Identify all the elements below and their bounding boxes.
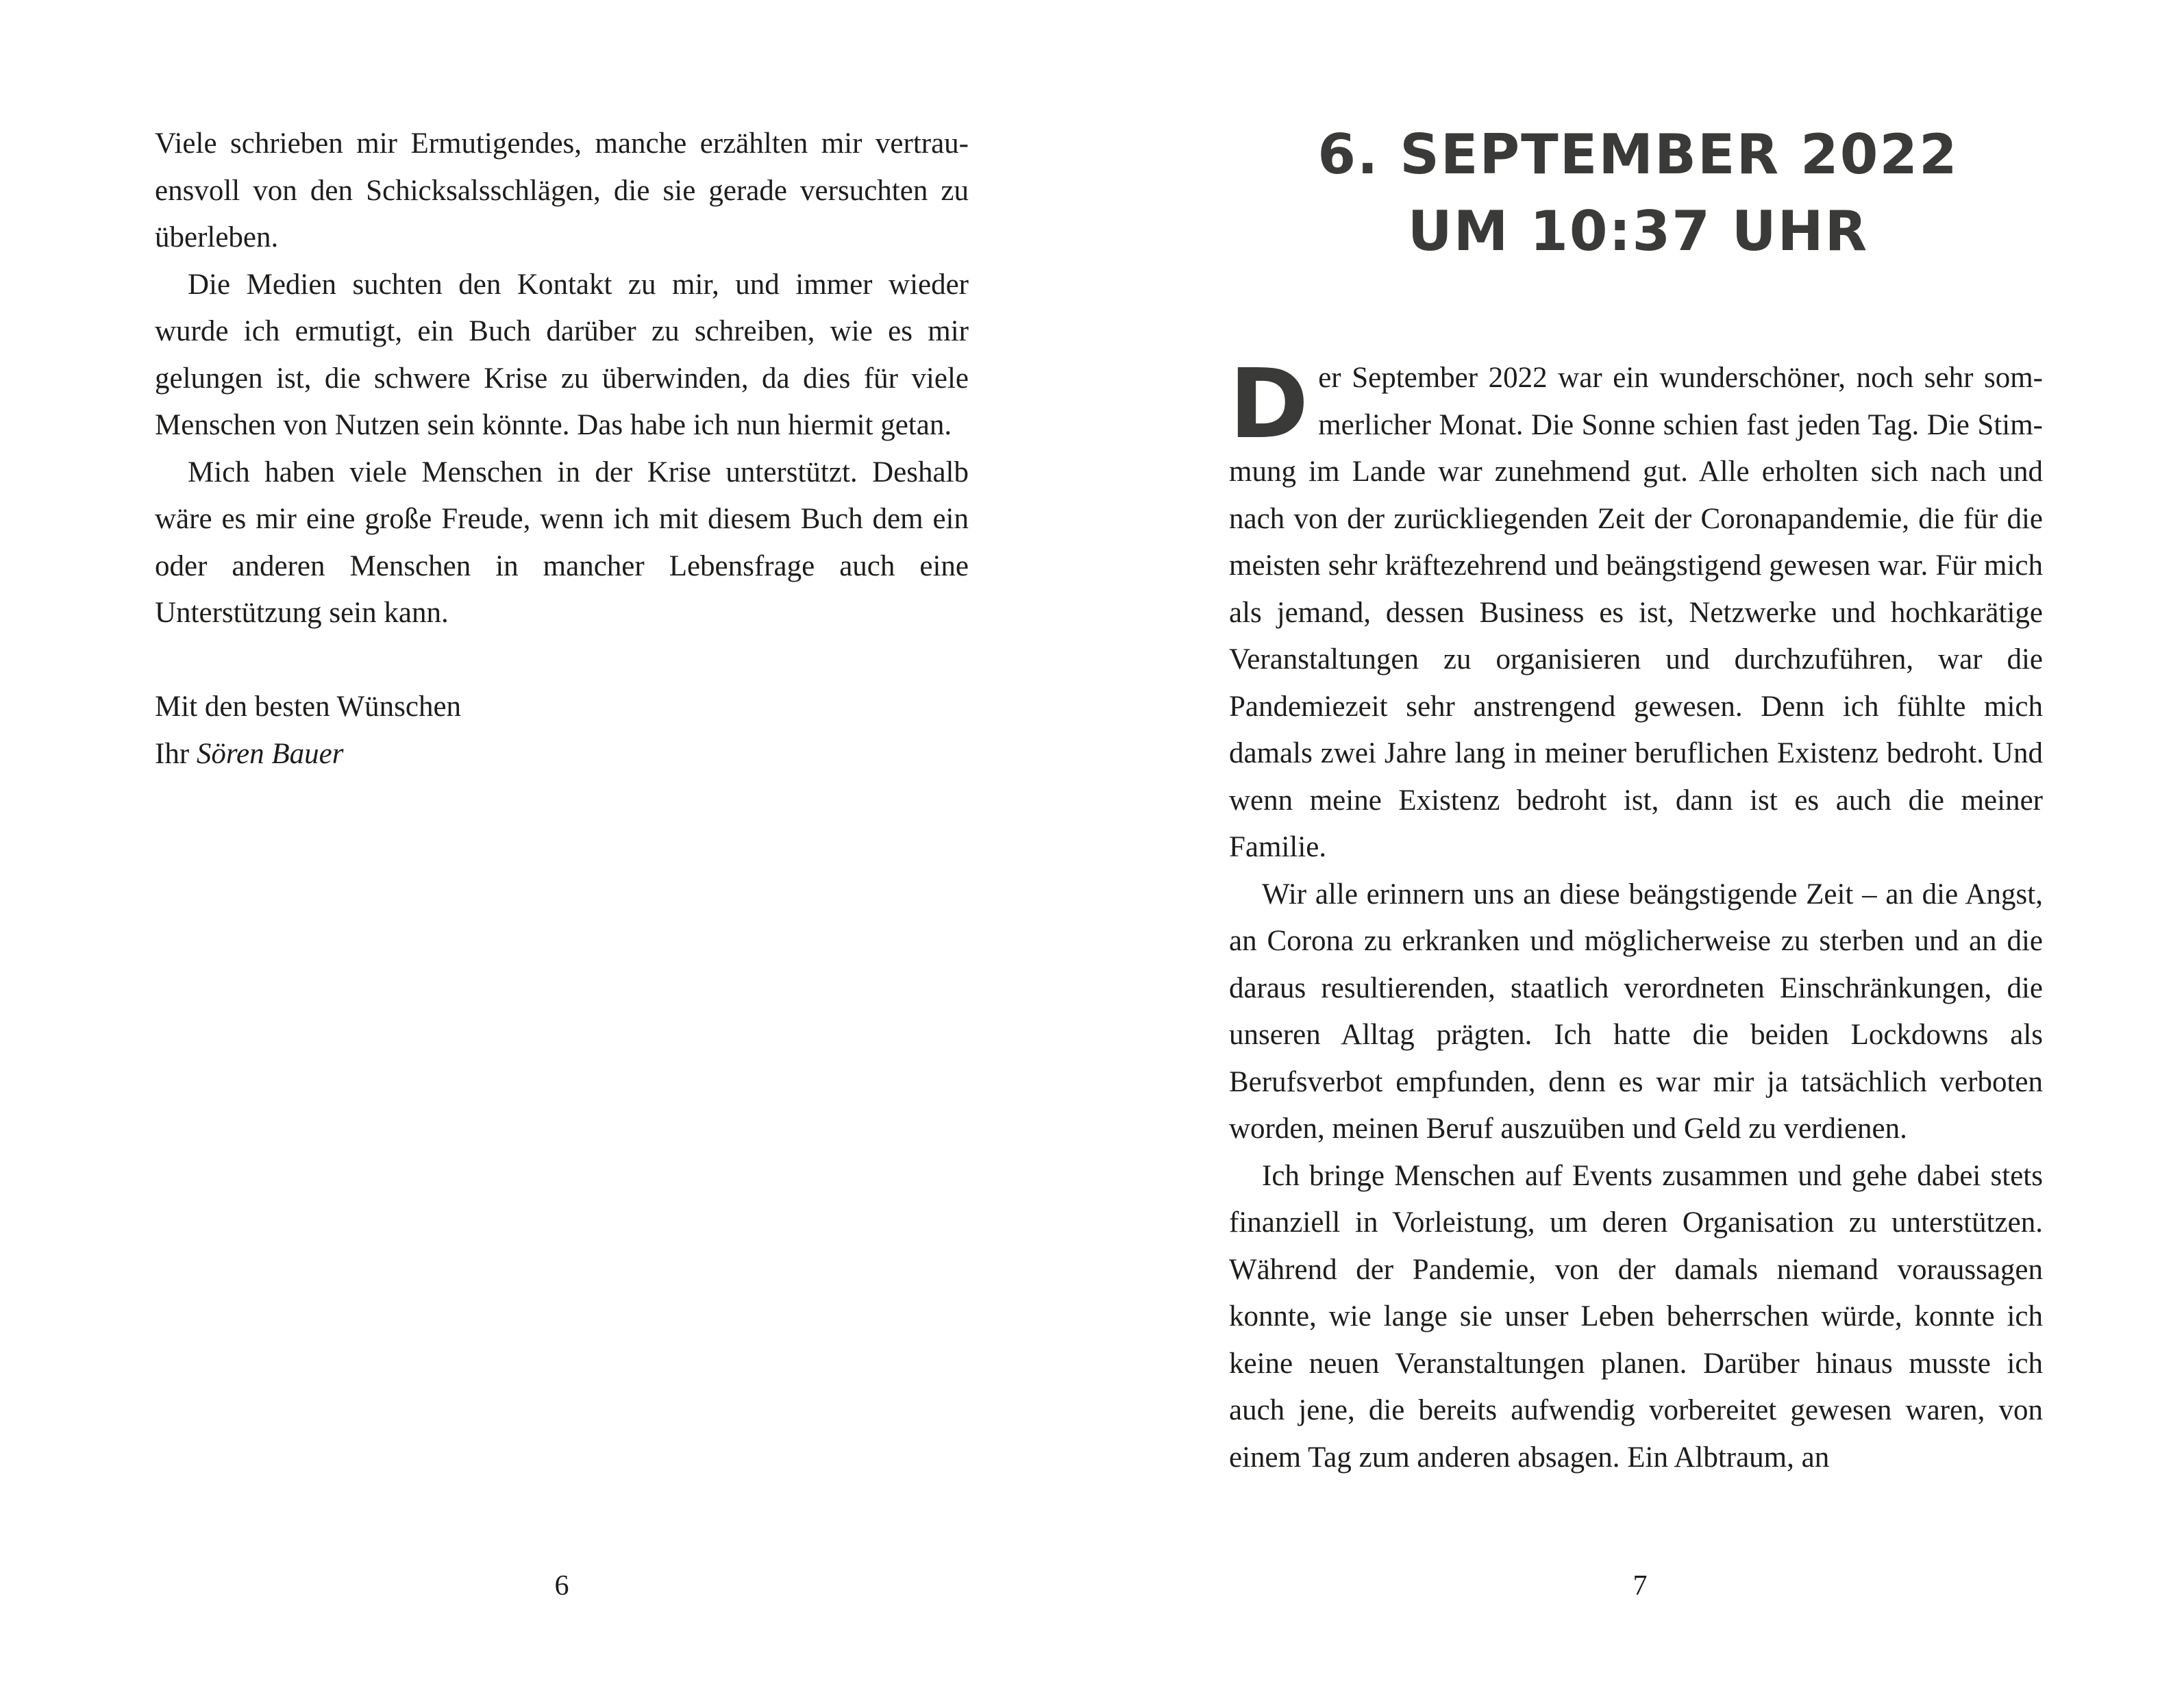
first-paragraph-text: er September 2022 war ein wunderschöner, noch sehr sommerlicher Monat. Die Sonne schien fast jeden Tag. Die Stimmung im Lande war zunehmend gut. Alle erholten sich nach und nach von der zurückliegenden Zeit der Coronapandemie, die für die meisten sehr kräftezehrend und beängstigend gewesen war. Für mich als jemand, dessen Business es ist, Netzwerke und hochkarätige Veranstaltungen zu organisieren und durchzuführen, war die Pandemiezeit sehr anstrengend gewesen. Denn ich fühlte mich damals zwei Jahre lang in meiner beruflichen Existenz bedroht. Und wenn meine Existenz bedroht ist, dann ist es auch die meiner Familie. [1229,362,2043,863]
page-number-left: 6 [554,1570,569,1602]
paragraph-spacer [155,637,969,684]
paragraph: Ich bringe Menschen auf Events zusammen und gehe dabei stets finanziell in Vorleistung, um deren Organisation zu unterstützen. Während der Pandemie, von der damals niemand voraussagen konnte, wie lange sie unser Leben beherrschen würde, konnte ich keine neuen Veranstaltungen planen. Darüber hinaus musste ich auch jene, die bereits aufwendig vorbereitet gewesen waren, von einem Tag zum anderen absagen. Ein Albtraum, an [1229,1159,2043,1474]
right-page [1092,0,2184,1699]
signature-line [155,731,969,778]
chapter-title-time: UM 10:37 UHR [1407,199,1869,263]
right-page-body [1229,349,2043,1481]
paragraph: Wir alle erinnern uns an diese beängstigende Zeit – an die Angst, an Corona zu erkranken und möglicherweise zu sterben und an die daraus resultierenden, staatlich verordneten Einschränkungen, die unseren Alltag prägten. Ich hatte die beiden Lockdowns als Berufsverbot empfunden, denn es war mir ja tatsächlich verboten worden, meinen Beruf auszuüben und Geld zu verdienen. [1229,878,2043,1145]
page-number-right: 7 [1633,1570,1648,1602]
paragraph: Mich haben viele Menschen in der Krise unterstützt. Deshalb wäre es mir eine große Freude, wenn ich mit diesem Buch dem ein oder anderen Menschen in mancher Lebensfrage auch eine Unterstützung sein kann. [155,456,969,629]
closing-line: Mit den besten Wünschen [155,691,462,723]
chapter-title-date: 6. SEPTEMBER 2022 [1317,123,1959,186]
first-paragraph [1229,349,2043,871]
chapter-title [1092,116,2184,270]
signature-name: Sören Bauer [196,737,344,770]
drop-cap: D [1229,349,1309,460]
paragraph: Die Medien suchten den Kontakt zu mir, und immer wieder wurde ich ermutigt, ein Buch darüber zu schreiben, wie es mir gelungen ist, die schwere Krise zu überwinden, da dies für viele Menschen von Nutzen sein könnte. Das habe ich nun hiermit getan. [155,268,969,441]
signature-prefix: Ihr [155,737,190,770]
left-page-body [155,121,969,778]
paragraph: Viele schrieben mir Ermutigendes, manche erzählten mir vertrauensvoll von den Schicksalsschlägen, die sie gerade versuchten zu überleben. [155,127,969,253]
